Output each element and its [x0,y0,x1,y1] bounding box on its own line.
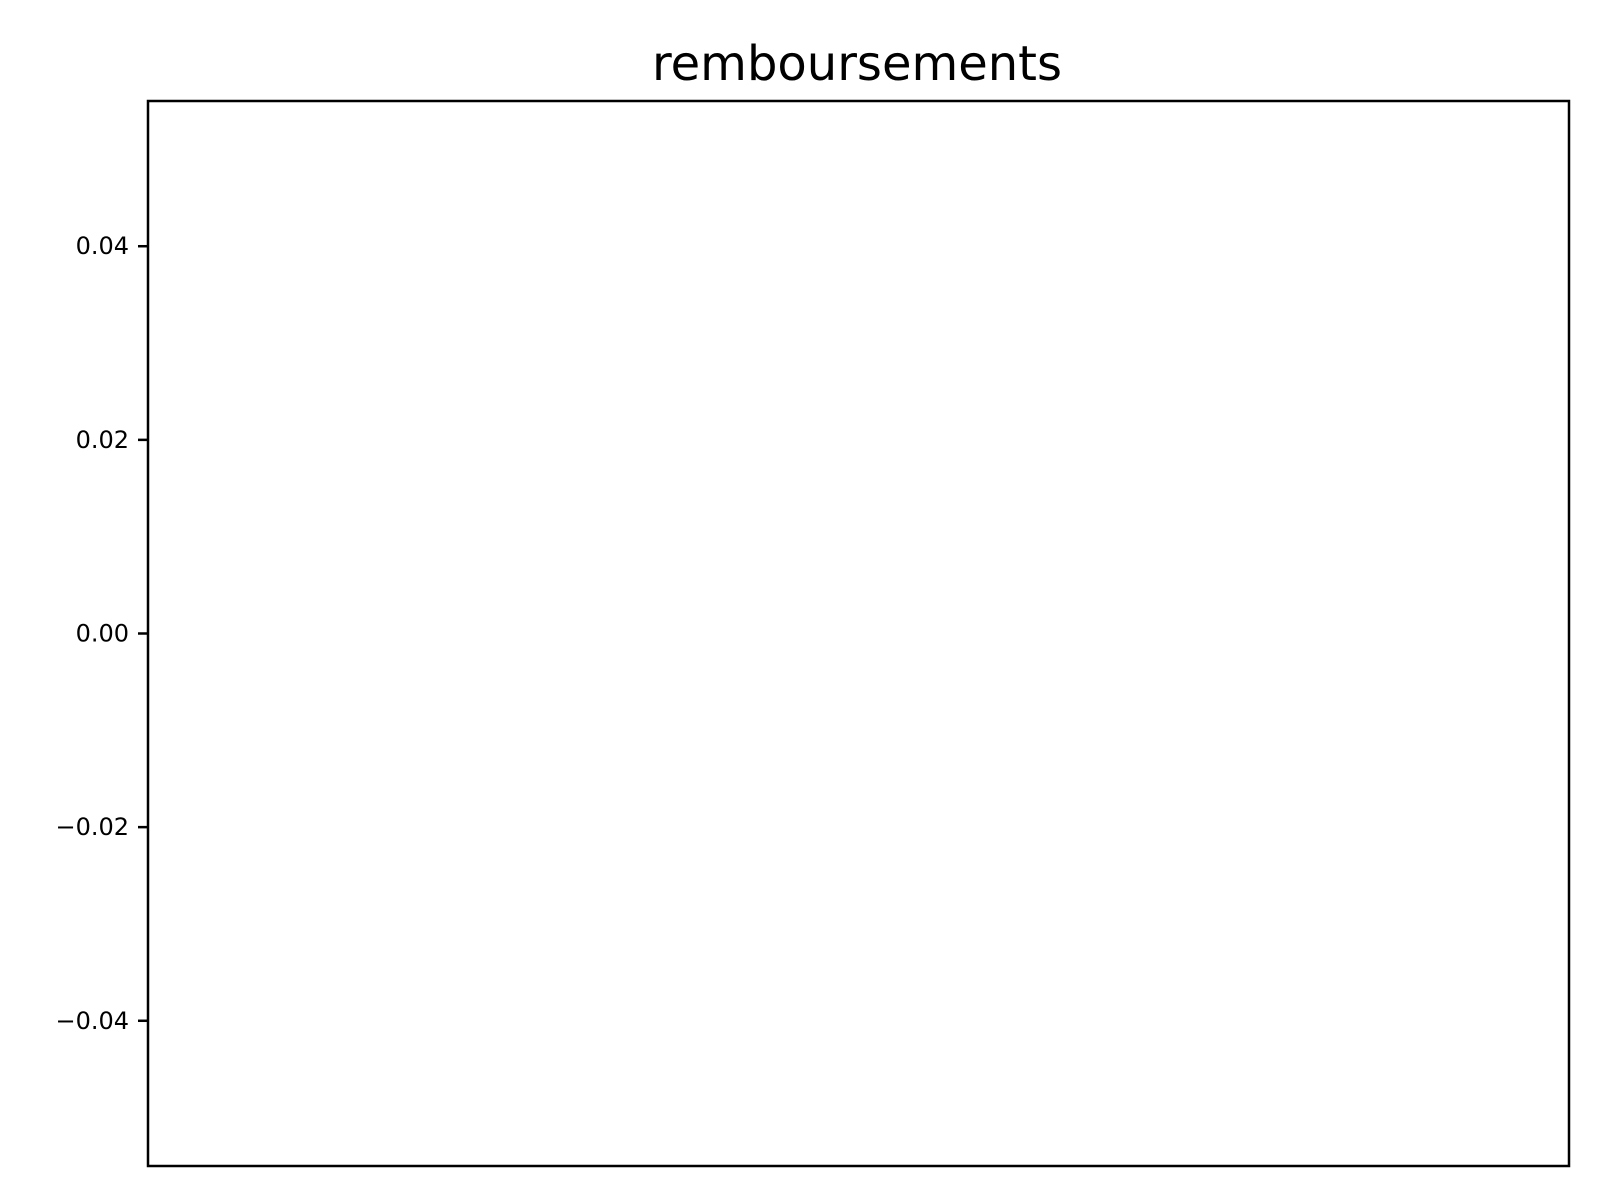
y-tick-label: 0.02 [75,425,129,454]
y-tick-label: −0.04 [55,1006,129,1035]
y-tick-label: −0.02 [55,813,129,842]
y-tick-label: 0.04 [75,232,129,261]
chart-title: remboursements [651,36,1063,92]
y-tick-label: 0.00 [75,619,129,648]
